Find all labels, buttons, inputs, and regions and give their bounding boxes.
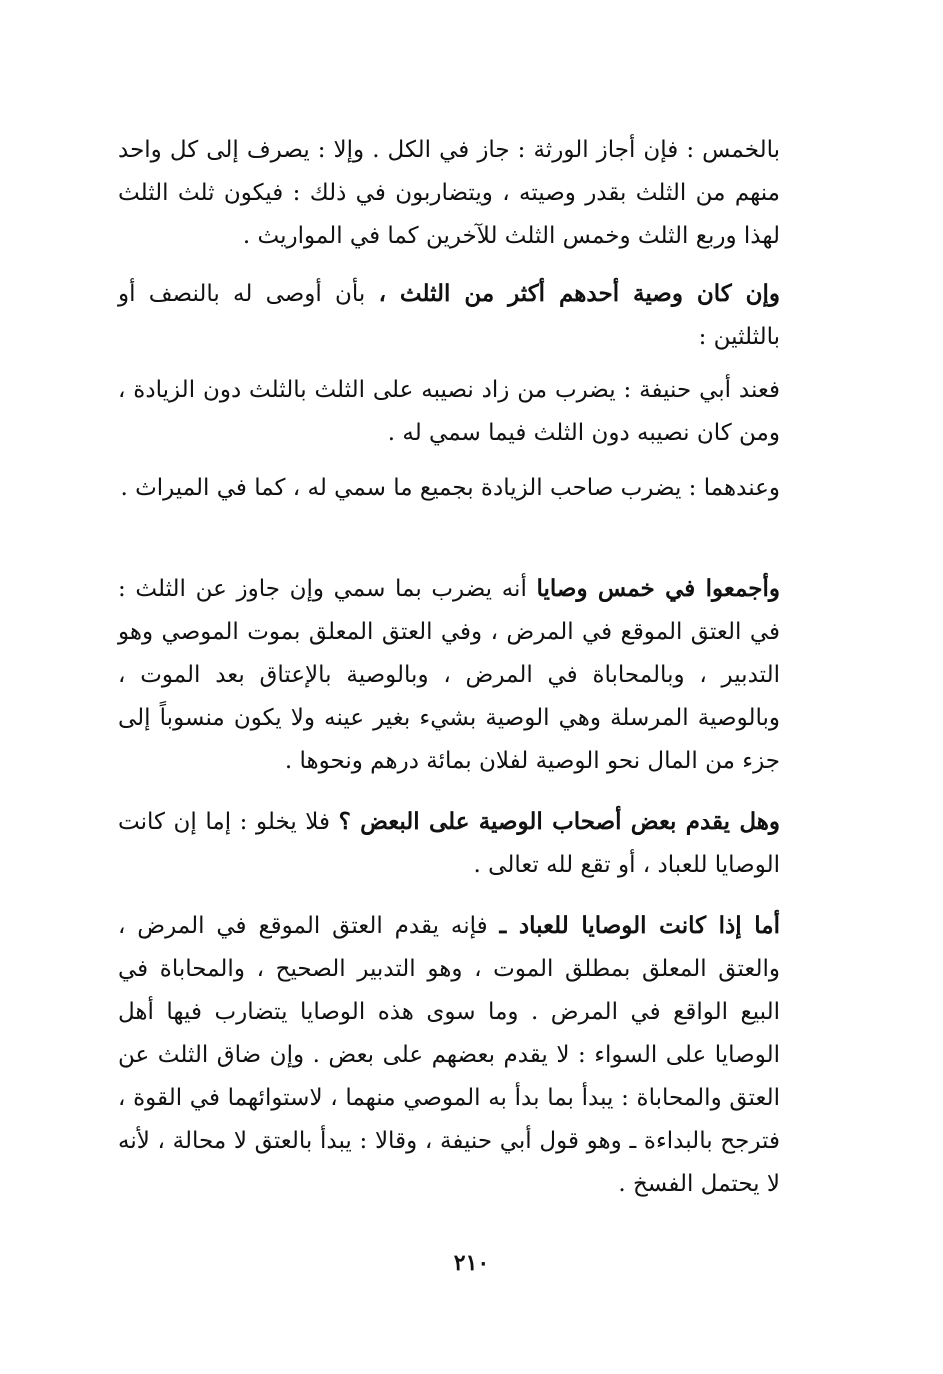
paragraph-6-lead: وهل يقدم بعض أصحاب الوصية على البعض ؟	[338, 808, 780, 835]
paragraph-4-body: وعندهما : يضرب صاحب الزيادة بجميع ما سمي له ، كما في الميراث .	[120, 475, 780, 501]
paragraph-1-body: بالخمس : فإن أجاز الورثة : جاز في الكل . وإلا : يصرف إلى كل واحد منهم من الثلث بقدر وصيته ، ويتضاربون في ذلك : فيكون ثلث الثلث لهذا وربع الثلث وخمس الثلث للآخرين كما في المواريث .	[118, 137, 780, 249]
paragraph-5	[118, 567, 780, 783]
paragraph-6	[118, 800, 780, 887]
paragraph-4	[118, 466, 780, 510]
paragraph-5-lead: وأجمعوا في خمس وصايا	[536, 575, 780, 602]
paragraph-7-lead: أما إذا كانت الوصايا للعباد ـ	[499, 912, 780, 939]
paragraph-2	[118, 272, 780, 359]
paragraph-6-body: فلا يخلو : إما إن كانت الوصايا للعباد ، أو تقع لله تعالى .	[118, 809, 780, 878]
paragraph-1	[118, 128, 780, 258]
paragraph-2-body: بأن أوصى له بالنصف أو بالثلثين :	[118, 281, 780, 350]
paragraph-2-lead: وإن كان وصية أحدهم أكثر من الثلث ،	[378, 280, 781, 307]
paragraph-7	[118, 904, 780, 1206]
paragraph-3-body: فعند أبي حنيفة : يضرب من زاد نصيبه على الثلث بالثلث دون الزيادة ، ومن كان نصيبه دون الثلث فيما سمي له .	[118, 377, 780, 446]
page-number: ٢١٠	[453, 1250, 490, 1276]
paragraph-5-body: أنه يضرب بما سمي وإن جاوز عن الثلث : في العتق الموقع في المرض ، وفي العتق المعلق بموت الموصي وهو التدبير ، وبالمحاباة في المرض ، وبالوصية بالإعتاق بعد الموت ، وبالوصية المرسلة وهي الوصية بشيء بغير عينه ولا يكون منسوباً إلى جزء من المال نحو الوصية لفلان بمائة درهم ونحوها .	[118, 576, 780, 774]
paragraph-3	[118, 368, 780, 455]
paragraph-7-body: فإنه يقدم العتق الموقع في المرض ، والعتق المعلق بمطلق الموت ، وهو التدبير الصحيح ، والمحاباة في البيع الواقع في المرض . وما سوى هذه الوصايا يتضارب فيها أهل الوصايا على السواء : لا يقدم بعضهم على بعض . وإن ضاق الثلث عن العتق والمحاباة : يبدأ بما بدأ به الموصي منهما ، لاستوائهما في القوة ، فترجح بالبداءة ـ وهو قول أبي حنيفة ، وقالا : يبدأ بالعتق لا محالة ، لأنه لا يحتمل الفسخ .	[118, 913, 780, 1197]
